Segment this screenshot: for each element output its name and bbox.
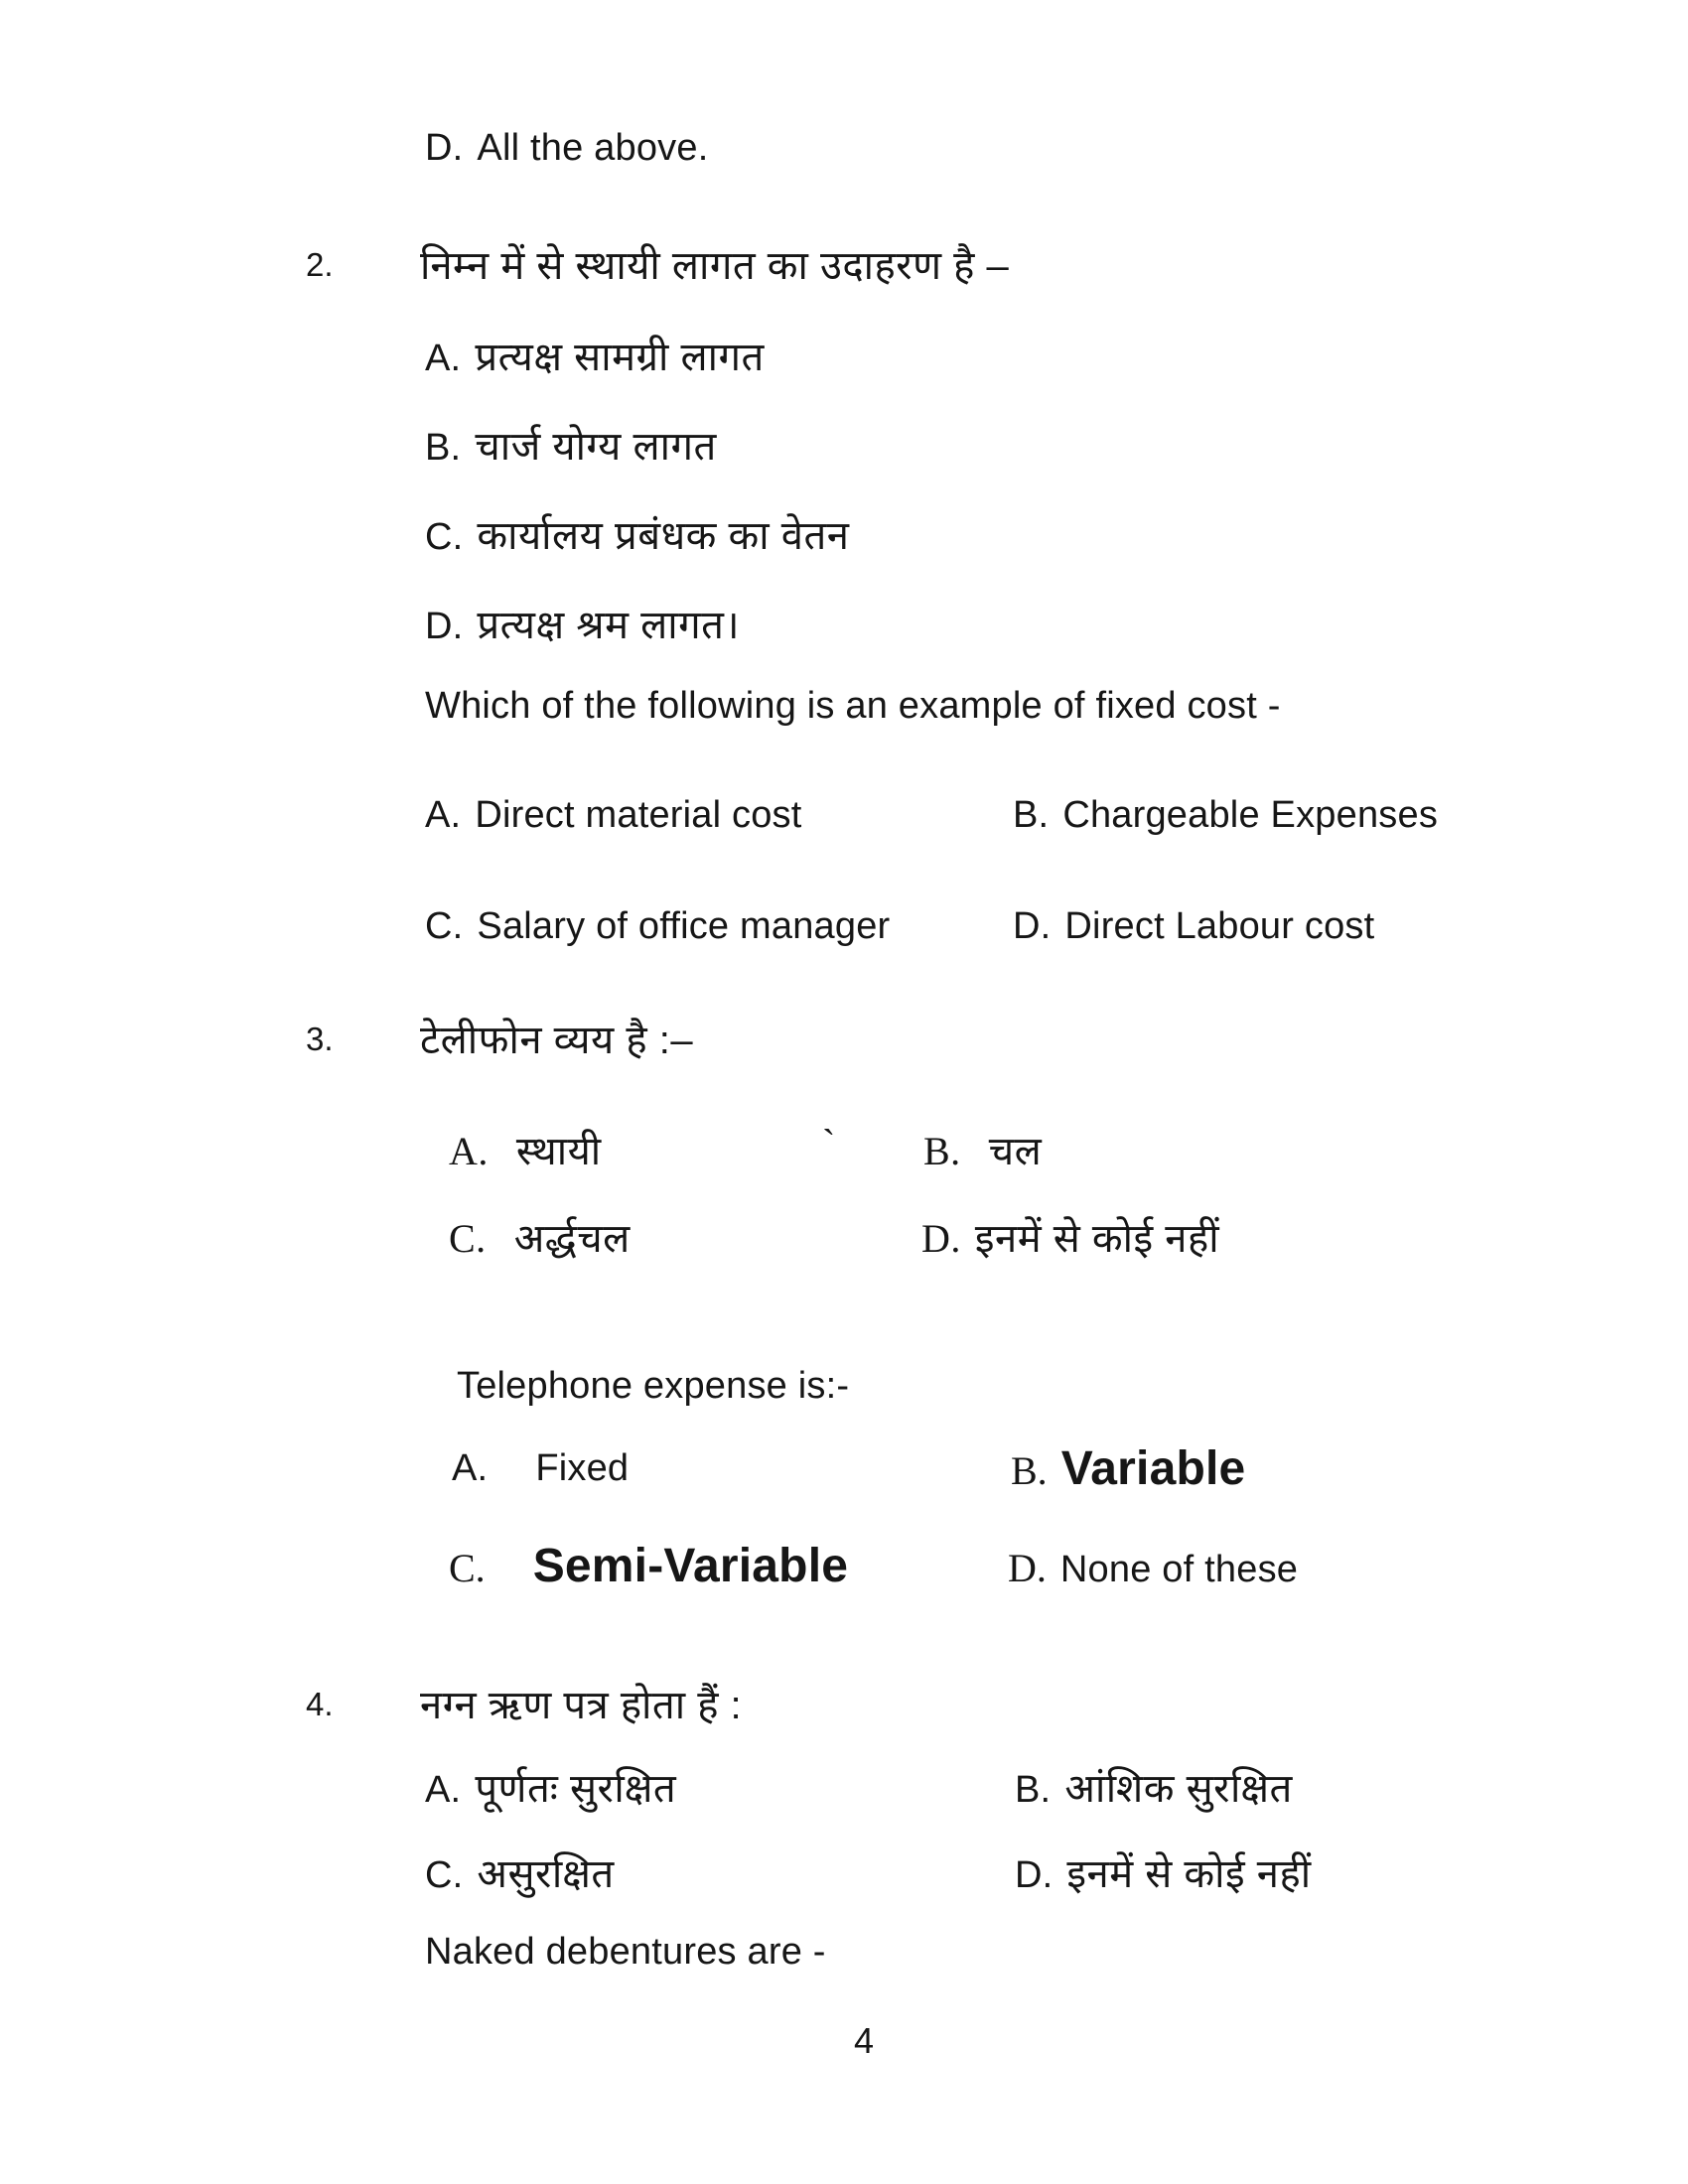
page-number: 4 bbox=[854, 2020, 875, 2061]
question-4-hindi-text: नग्न ऋण पत्र होता हैं : bbox=[420, 1684, 743, 1727]
question-3-option-d-english: D. None of these bbox=[1008, 1546, 1299, 1590]
option-letter: A. bbox=[449, 1129, 489, 1173]
question-3-hindi-text: टेलीफोन व्यय है :– bbox=[420, 1019, 694, 1062]
question-2-hindi-text: निम्न में से स्थायी लागत का उदाहरण है – bbox=[420, 244, 1010, 288]
question-2-option-d-hindi: D. प्रत्यक्ष श्रम लागत। bbox=[425, 604, 741, 647]
question-2-option-b-english: B. Chargeable Expenses bbox=[1013, 794, 1439, 836]
question-4-number: 4. bbox=[306, 1686, 334, 1722]
question-3-english-text: Telephone expense is:- bbox=[457, 1365, 850, 1407]
option-letter: D. bbox=[1008, 1546, 1047, 1590]
option-letter: D. bbox=[1015, 1854, 1054, 1896]
option-letter: D. bbox=[921, 1216, 961, 1261]
option-letter: A. bbox=[425, 794, 462, 836]
option-letter: C. bbox=[425, 516, 464, 558]
question-3-option-a-hindi: A. स्थायी bbox=[449, 1129, 602, 1173]
question-4-option-b-hindi: B. आंशिक सुरक्षित bbox=[1015, 1767, 1293, 1811]
question-4-option-a-hindi: A. पूर्णतः सुरक्षित bbox=[425, 1767, 677, 1811]
option-letter: A. bbox=[452, 1447, 489, 1489]
question-3-option-a-english: A. Fixed bbox=[452, 1447, 630, 1489]
option-letter: B. bbox=[1011, 1448, 1048, 1493]
option-letter: B. bbox=[425, 427, 462, 469]
question-2-option-a-english: A. Direct material cost bbox=[425, 794, 802, 836]
option-letter: C. bbox=[425, 1854, 464, 1896]
question-4-option-d-hindi: D. इनमें से कोई नहीं bbox=[1015, 1852, 1312, 1896]
option-letter: D. bbox=[425, 127, 464, 169]
question-2-english-text: Which of the following is an example of fixed cost - bbox=[425, 685, 1281, 727]
question-2-option-b-hindi: B. चार्ज योग्य लागत bbox=[425, 425, 717, 469]
question-3-number: 3. bbox=[306, 1021, 334, 1057]
option-letter: A. bbox=[425, 1769, 462, 1811]
option-letter: C. bbox=[425, 905, 464, 947]
question-2-option-c-hindi: C. कार्यालय प्रबंधक का वेतन bbox=[425, 514, 850, 558]
question-3-option-b-english: B. Variable bbox=[1011, 1442, 1246, 1495]
previous-question-option-d bbox=[425, 127, 708, 170]
question-2-option-c-english: C. Salary of office manager bbox=[425, 905, 891, 947]
option-letter: D. bbox=[425, 606, 464, 647]
question-4-english-text: Naked debentures are - bbox=[425, 1931, 826, 1973]
question-2-option-a-hindi: A. प्रत्यक्ष सामग्री लागत bbox=[425, 336, 765, 379]
question-3-option-c-hindi: C. अर्द्धचल bbox=[449, 1216, 631, 1261]
question-2-number: 2. bbox=[306, 246, 334, 283]
option-letter: B. bbox=[1013, 794, 1050, 836]
question-3-option-b-hindi: B. चल bbox=[923, 1129, 1043, 1173]
question-3-option-d-hindi: D. इनमें से कोई नहीं bbox=[921, 1216, 1220, 1261]
question-2-option-d-english: D. Direct Labour cost bbox=[1013, 905, 1375, 947]
option-letter: B. bbox=[1015, 1769, 1052, 1811]
option-letter: C. bbox=[449, 1216, 487, 1261]
option-letter: C. bbox=[449, 1546, 486, 1590]
question-4-option-c-hindi: C. असुरक्षित bbox=[425, 1852, 615, 1896]
option-text: All the above. bbox=[477, 127, 709, 169]
option-letter: A. bbox=[425, 338, 462, 379]
stray-tick-mark: ` bbox=[822, 1121, 836, 1165]
question-3-option-c-english: C. Semi-Variable bbox=[449, 1540, 849, 1592]
option-letter: B. bbox=[923, 1129, 961, 1173]
option-letter: D. bbox=[1013, 905, 1052, 947]
